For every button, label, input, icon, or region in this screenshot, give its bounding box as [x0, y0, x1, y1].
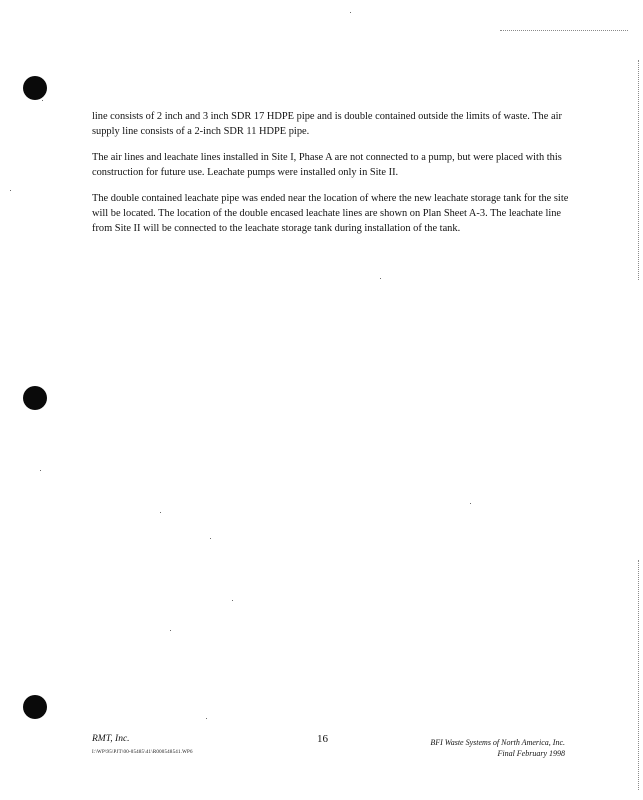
scan-speck — [160, 512, 161, 513]
scan-speck — [232, 600, 233, 601]
punch-hole-top — [23, 76, 47, 100]
footer-client: BFI Waste Systems of North America, Inc. — [430, 738, 565, 747]
scan-speck — [380, 278, 381, 279]
scan-speck — [470, 503, 471, 504]
footer-right — [430, 737, 565, 759]
footer-company: RMT, Inc. — [92, 734, 130, 744]
scan-speck — [170, 630, 171, 631]
paragraph: The double contained leachate pipe was ended near the location of where the new leachate storage tank for the site will be located. The location of the double encased leachate lines are shown on Plan Sheet A-3. The leachate line from Site II will be connected to the leachate storage tank during installation of the tank. — [92, 193, 569, 234]
punch-hole-bottom — [23, 695, 47, 719]
punch-hole-middle — [23, 386, 47, 410]
footer-left — [92, 734, 193, 758]
scan-artifact-edge-lower — [637, 560, 639, 790]
scan-speck — [40, 470, 41, 471]
scan-artifact-top — [500, 30, 628, 31]
scan-artifact-edge-upper — [637, 60, 639, 280]
document-body — [92, 110, 572, 248]
scan-speck — [210, 538, 211, 539]
paragraph: line consists of 2 inch and 3 inch SDR 17 HDPE pipe and is double contained outside the limits of waste. The air supply line consists of a 2-inch SDR 11 HDPE pipe. — [92, 111, 562, 137]
scan-speck — [350, 12, 351, 13]
footer-file-path: I:\WP\95\PJT\00-05485\41\R000548541.WP6 — [92, 750, 193, 755]
paragraph: The air lines and leachate lines installed in Site I, Phase A are not connected to a pump, but were placed with this construction for future use. Leachate pumps were installed only in Site II. — [92, 152, 562, 178]
scan-speck — [206, 718, 207, 719]
scan-speck — [42, 100, 43, 101]
page-number: 16 — [317, 733, 328, 745]
scan-speck — [10, 190, 11, 191]
footer-status: Final February 1998 — [497, 749, 565, 758]
